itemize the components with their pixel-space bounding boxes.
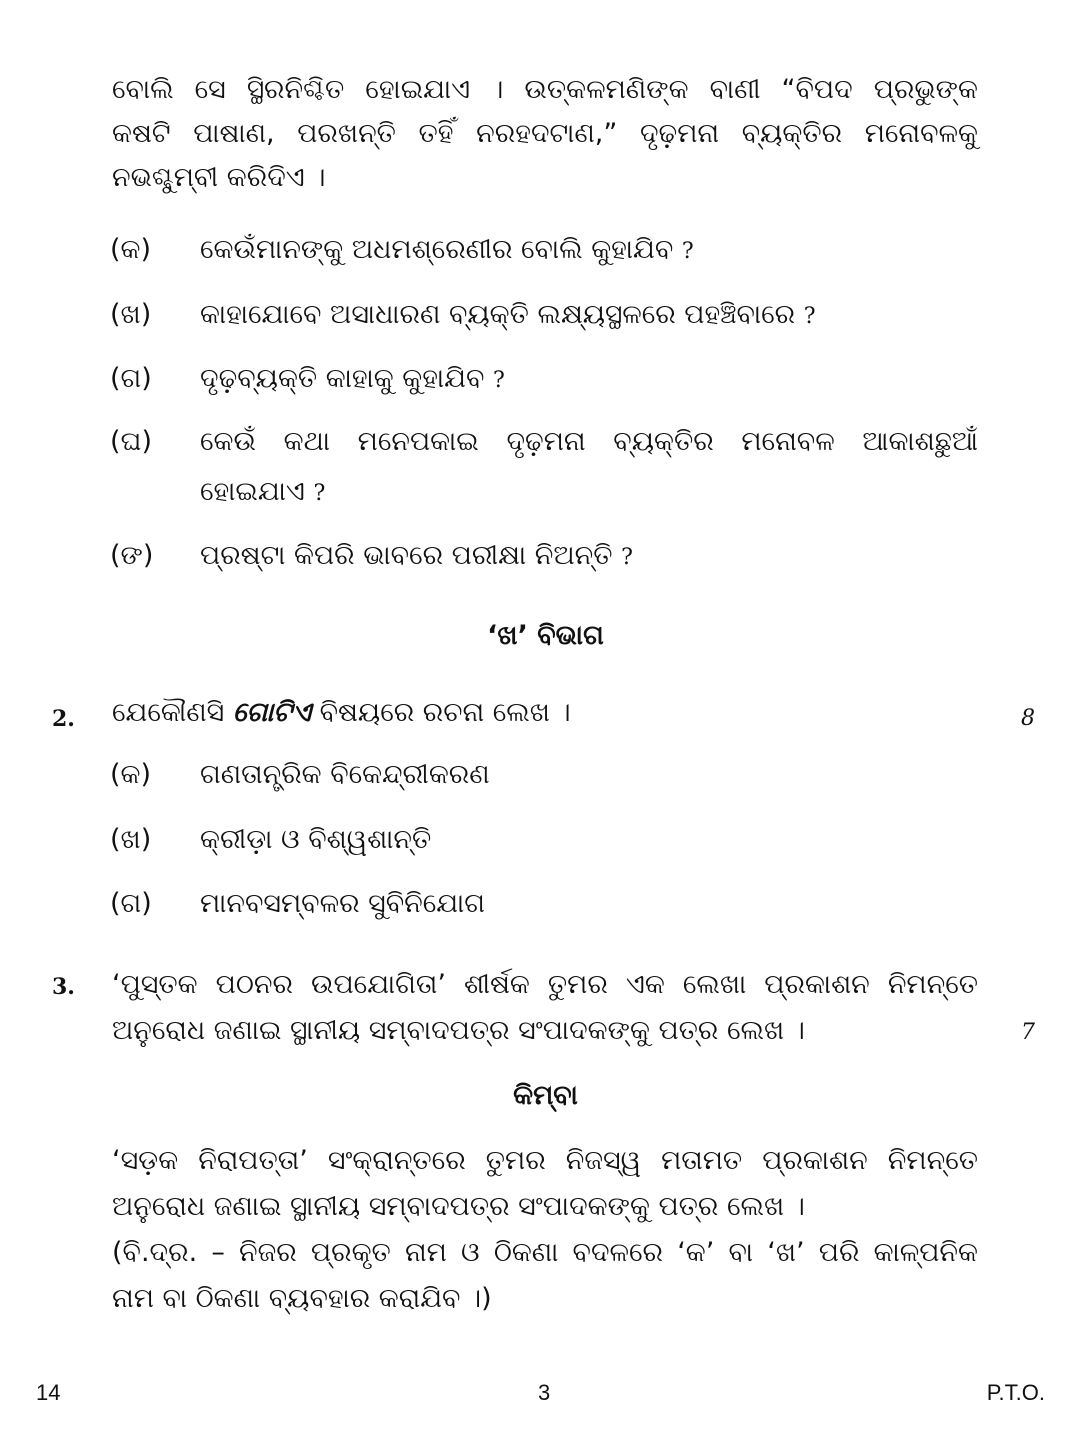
intro-line-3: ନଭଶ୍ଚୁମ୍ବୀ କରିଦିଏ ।: [112, 162, 326, 193]
q1-item-nga: [0, 536, 1091, 576]
pto-label: P.T.O.: [986, 1380, 1045, 1405]
intro-line-1: ବୋଲି ସେ ସ୍ଥିରନିଶ୍ଚିତ ହୋଇଯାଏ । ଉତ୍କଳମଣିଙ୍କ ବାଣୀ “ବିପଦ ପ୍ରଭୁଙ୍କ: [112, 74, 978, 105]
q3-block: [0, 962, 1091, 1052]
item-text: ପ୍ରଷ୍ଟା କିପରି ଭାବରେ ପରୀକ୍ଷା ନିଅନ୍ତି ?: [200, 540, 633, 571]
question-text: ଯେକୌଣସି ଗୋଟିଏ ବିଷୟରେ ରଚନା ଲେଖ ।: [112, 697, 571, 728]
note-line-1: (ବି.ଦ୍ର. – ନିଜର ପ୍ରକୃତ ନାମ ଓ ଠିକଣା ବଦଳରେ ‘କ’ ବା ‘ଖ’ ପରି କାଳ୍ପନିକ: [112, 1237, 978, 1268]
intro-line-2: କଷଟି ପାଷାଣ, ପରଖନ୍ତି ତହିଁ ନରହଦଟାଣ,” ଦୃଢ଼ମନା ବ୍ୟକ୍ତିର ମନୋବଳକୁ: [112, 118, 978, 149]
section-heading: ‘ଖ’ ବିଭାଗ: [487, 620, 604, 651]
question-number: 3.: [52, 974, 75, 1000]
or-heading: କିମ୍ବା: [513, 1080, 578, 1111]
q1-item-gha: [0, 422, 1091, 512]
q2-item-ga: [0, 884, 1091, 924]
q3-line-1: ‘ପୁସ୍ତକ ପଠନର ଉପଯୋଗିତା’ ଶୀର୍ଷକ ତୁମର ଏକ ଲେଖା ପ୍ରକାଶନ ନିମନ୍ତେ: [112, 969, 978, 1000]
q2-item-ka: [0, 755, 1091, 795]
q3-text: [112, 962, 978, 1054]
q1-item-kha: [0, 295, 1091, 335]
marks-value: 8: [1021, 706, 1035, 731]
item-text: କାହାଯୋବେ ଅସାଧାରଣ ବ୍ୟକ୍ତି ଲକ୍ଷ୍ୟସ୍ଥଳରେ ପହଞ୍ଚିବାରେ ?: [200, 299, 816, 330]
q3-line-2: ଅନୁରୋଧ ଜଣାଇ ସ୍ଥାନୀୟ ସମ୍ବାଦପତ୍ର ସଂପାଦକଙ୍କୁ ପତ୍ର ଲେଖ ।: [112, 1015, 805, 1046]
item-label: (ଗ): [110, 363, 152, 394]
item-label: (କ): [110, 759, 152, 790]
item-label: (ଘ): [110, 426, 152, 457]
item-label: (ଖ): [110, 299, 152, 330]
alt-line-1: ‘ସଡ଼କ ନିରାପତ୍ତା’ ସଂକ୍ରାନ୍ତରେ ତୁମର ନିଜସ୍ୱ ମତାମତ ପ୍ରକାଶନ ନିମନ୍ତେ: [112, 1145, 978, 1176]
page-number: 3: [538, 1380, 551, 1405]
item-label: (ଖ): [110, 824, 152, 855]
item-text-cont: ହୋଇଯାଏ ?: [200, 476, 326, 507]
item-text: କେଉଁମାନଙ୍କୁ ଅଧମଶ୍ରେଣୀର ବୋଲି କୁହାଯିବ ?: [200, 234, 694, 265]
item-text: ମାନବସମ୍ବଳର ସୁବିନିଯୋଗ: [200, 888, 485, 919]
alt-line-2: ଅନୁରୋଧ ଜଣାଇ ସ୍ଥାନୀୟ ସମ୍ବାଦପତ୍ର ସଂପାଦକଙ୍କୁ ପତ୍ର ଲେଖ ।: [112, 1191, 805, 1222]
marks-value: 7: [1021, 1020, 1035, 1045]
q2-row: [0, 693, 1091, 733]
q1-item-ka: [0, 230, 1091, 270]
note-line-2: ନାମ ବା ଠିକଣା ବ୍ୟବହାର କରାଯିବ ।): [112, 1283, 492, 1314]
q2-item-kha: [0, 820, 1091, 860]
item-text: କ୍ରୀଡ଼ା ଓ ବିଶ୍ୱଶାନ୍ତି: [200, 824, 432, 855]
item-label: (ଙ): [110, 540, 154, 571]
item-text: ଗଣତାନ୍ତ୍ରିକ ବିକେନ୍ଦ୍ରୀକରଣ: [200, 759, 490, 790]
paper-code: 14: [36, 1380, 61, 1405]
item-label: (କ): [110, 234, 152, 265]
intro-paragraph: [112, 68, 978, 200]
item-label: (ଗ): [110, 888, 152, 919]
q1-item-ga: [0, 359, 1091, 399]
question-number: 2.: [52, 706, 75, 732]
item-text: ଦୃଢ଼ବ୍ୟକ୍ତି କାହାକୁ କୁହାଯିବ ?: [200, 363, 505, 394]
item-text: କେଉଁ କଥା ମନେପକାଇ ଦୃଢ଼ମନା ବ୍ୟକ୍ତିର ମନୋବଳ ଆକାଶଛୁଆଁ: [200, 426, 978, 457]
q3-alternative: [112, 1138, 978, 1322]
